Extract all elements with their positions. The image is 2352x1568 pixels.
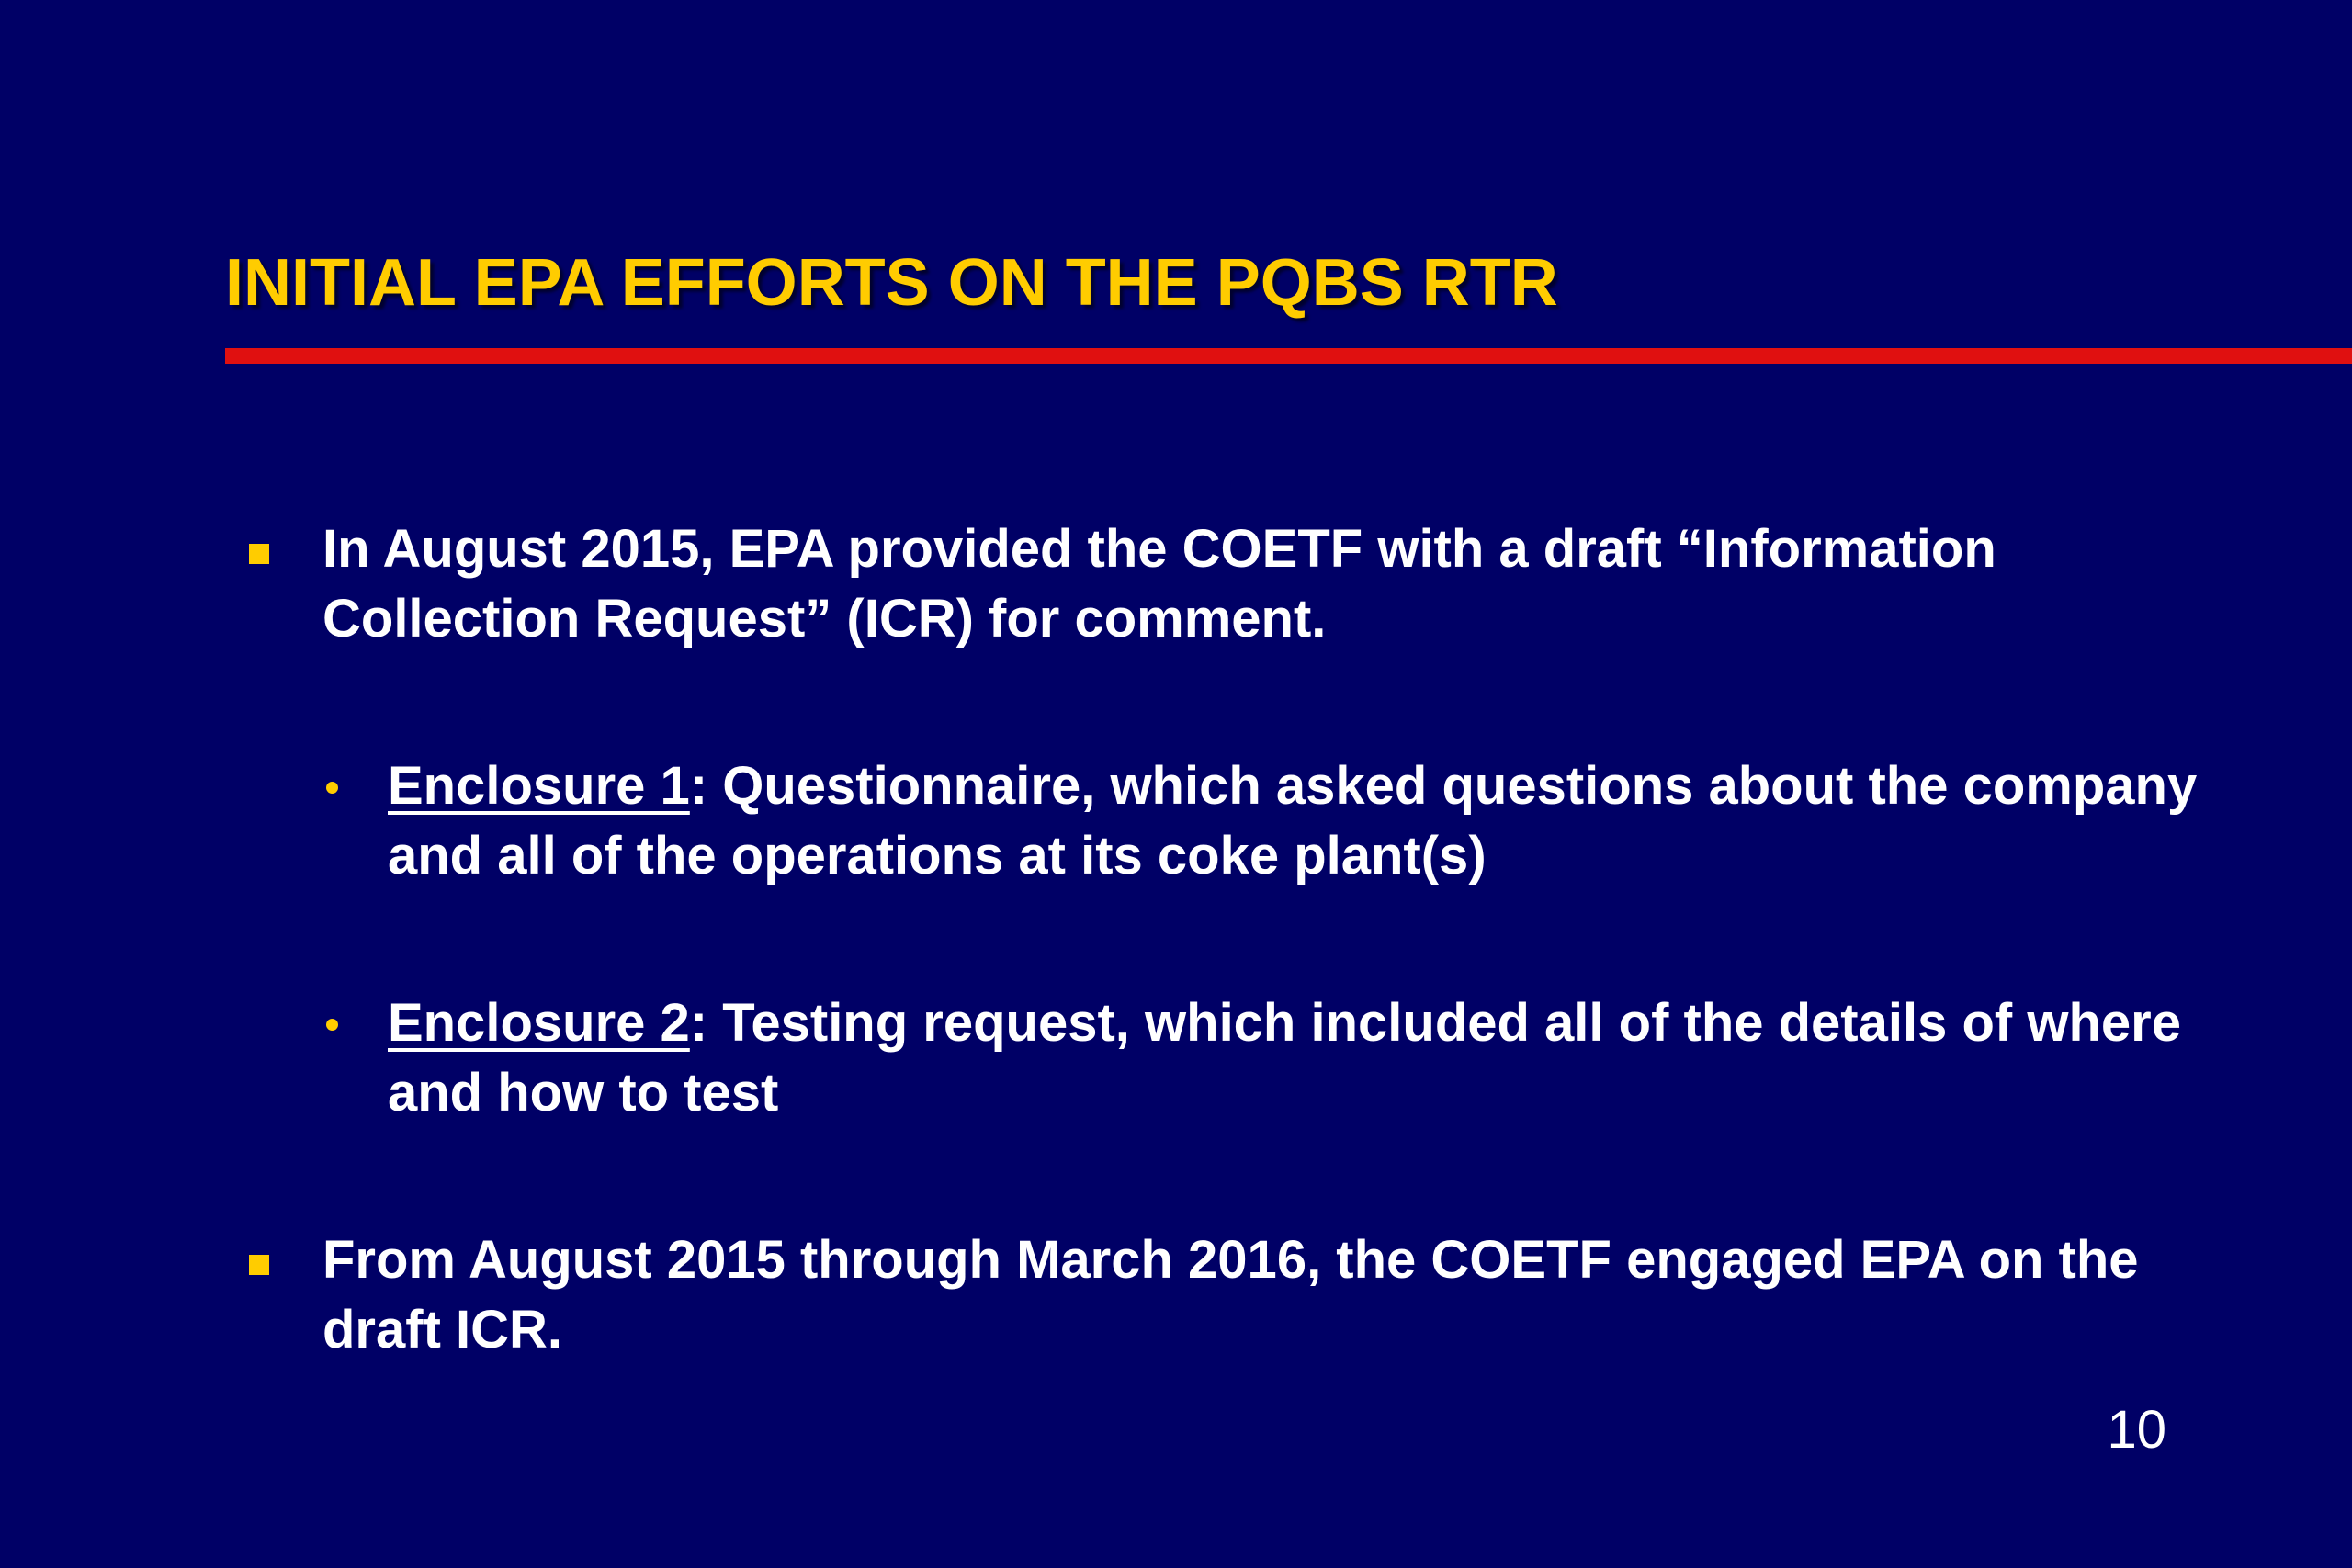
square-bullet-icon [249,1255,269,1275]
sub-bullet-text: : Questionnaire, which asked questions about the company and all of the operations at its coke plant(s) [388,756,2198,886]
bullet-item: In August 2015, EPA provided the COETF with a draft “Information Collection Request” (ICR) for comment. [322,519,1996,649]
bullet-item: From August 2015 through March 2016, the COETF engaged EPA on the draft ICR. [322,1230,2139,1359]
title-divider [225,348,2352,364]
sub-bullet-item [388,988,2225,1128]
page-number: 10 [2107,1400,2166,1460]
sub-bullet-item [388,751,2225,891]
square-bullet-icon [249,544,269,564]
dot-bullet-icon [326,1019,338,1031]
enclosure-label: Enclosure 2 [388,993,690,1053]
dot-bullet-icon [326,782,338,794]
enclosure-label: Enclosure 1 [388,756,690,816]
sub-bullet-text: : Testing request, which included all of the details of where and how to test [388,993,2181,1122]
slide-title: INITIAL EPA EFFORTS ON THE PQBS RTR [225,246,1558,320]
